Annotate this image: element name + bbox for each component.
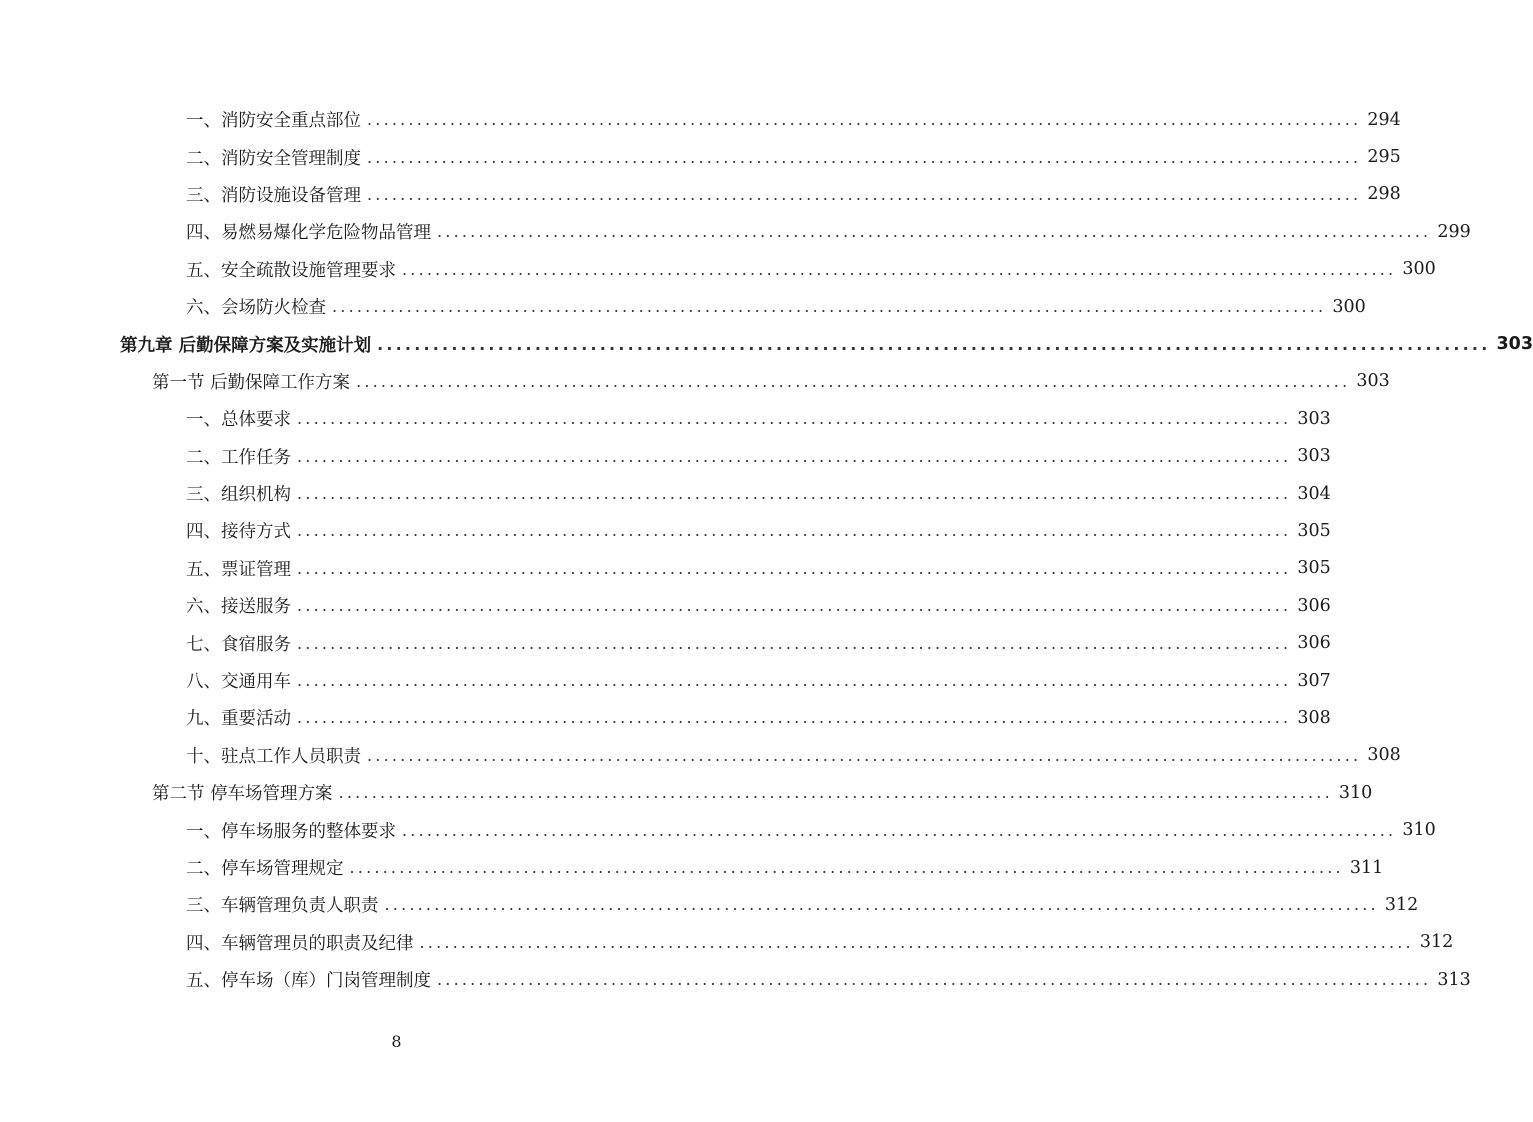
toc-entry-label: 三、组织机构 bbox=[186, 485, 291, 506]
toc-entry-label: 第一节 后勤保障工作方案 bbox=[152, 372, 351, 393]
toc-leader-dots: ........................................................................................................................ bbox=[367, 110, 1362, 130]
toc-entry-label: 三、车辆管理负责人职责 bbox=[186, 896, 379, 917]
toc-entry-page: 303 bbox=[1297, 408, 1331, 429]
toc-entry-page: 300 bbox=[1402, 259, 1436, 280]
toc-entry-section[interactable] bbox=[0, 774, 1373, 811]
toc-entry-page: 295 bbox=[1367, 147, 1401, 168]
toc-entry-page: 312 bbox=[1419, 932, 1454, 953]
toc-entry-page: 305 bbox=[1297, 520, 1331, 541]
toc-entry-label: 一、总体要求 bbox=[186, 410, 291, 431]
toc-entry-page: 312 bbox=[1384, 894, 1419, 915]
toc-leader-dots: ........................................................................................................................ bbox=[332, 297, 1327, 317]
toc-entry-item[interactable] bbox=[0, 811, 1436, 848]
toc-entry-label: 二、消防安全管理制度 bbox=[186, 148, 361, 169]
toc-entry-item[interactable] bbox=[0, 438, 1331, 475]
toc-entry-item[interactable] bbox=[0, 624, 1331, 661]
toc-leader-dots: ........................................................................................................................ bbox=[297, 409, 1292, 429]
toc-leader-dots: ........................................................................................................................ bbox=[349, 858, 1344, 877]
toc-leader-dots: ........................................................................................................................ bbox=[297, 558, 1292, 578]
toc-entry-item[interactable] bbox=[0, 849, 1384, 886]
toc-leader-dots: ........................................................................................................................ bbox=[367, 147, 1362, 167]
toc-leader-dots: ........................................................................................................................ bbox=[419, 932, 1414, 952]
page-number: 8 bbox=[391, 1032, 402, 1051]
toc-entry-item[interactable] bbox=[0, 400, 1331, 437]
toc-leader-dots: ........................................................................................................................ bbox=[297, 708, 1292, 728]
toc-entry-item[interactable] bbox=[0, 176, 1401, 213]
toc-entry-page: 299 bbox=[1437, 221, 1471, 242]
toc-entry-item[interactable] bbox=[0, 737, 1401, 774]
toc-entry-label: 五、安全疏散设施管理要求 bbox=[186, 260, 396, 281]
toc-entry-item[interactable] bbox=[0, 101, 1401, 138]
toc-entry-label: 四、易燃易爆化学危险物品管理 bbox=[186, 223, 431, 244]
toc-entry-label: 六、会场防火检查 bbox=[186, 298, 326, 319]
toc-entry-item[interactable] bbox=[0, 213, 1471, 250]
table-of-contents bbox=[0, 101, 1533, 998]
toc-leader-dots: ........................................................................................................................ bbox=[384, 895, 1379, 915]
toc-entry-page: 305 bbox=[1297, 558, 1331, 579]
toc-entry-label: 一、停车场服务的整体要求 bbox=[186, 821, 396, 842]
toc-entry-label: 八、交通用车 bbox=[186, 672, 291, 693]
toc-entry-page: 300 bbox=[1332, 296, 1366, 317]
toc-leader-dots: ........................................................................................................................ bbox=[437, 970, 1432, 990]
toc-leader-dots: ........................................................................................................................ bbox=[367, 745, 1362, 765]
toc-entry-item[interactable] bbox=[0, 886, 1419, 923]
toc-entry-page: 303 bbox=[1496, 334, 1533, 355]
toc-entry-page: 306 bbox=[1297, 595, 1331, 616]
toc-entry-item[interactable] bbox=[0, 699, 1331, 736]
toc-entry-label: 九、重要活动 bbox=[186, 709, 291, 730]
toc-entry-label: 三、消防设施设备管理 bbox=[186, 185, 361, 206]
toc-leader-dots: ........................................................................................................................ bbox=[297, 633, 1292, 653]
toc-leader-dots: ........................................................................................................................ bbox=[356, 371, 1351, 391]
toc-entry-label: 二、工作任务 bbox=[186, 447, 291, 468]
toc-entry-page: 294 bbox=[1367, 109, 1401, 130]
toc-entry-label: 五、票证管理 bbox=[186, 559, 291, 580]
toc-entry-page: 308 bbox=[1367, 745, 1401, 766]
toc-entry-label: 二、停车场管理规定 bbox=[186, 859, 344, 879]
toc-entry-page: 313 bbox=[1437, 969, 1471, 990]
toc-entry-item[interactable] bbox=[0, 251, 1436, 288]
toc-entry-page: 310 bbox=[1402, 820, 1436, 841]
toc-entry-label: 五、停车场（库）门岗管理制度 bbox=[186, 971, 431, 992]
toc-entry-label: 四、车辆管理员的职责及纪律 bbox=[186, 933, 414, 954]
toc-entry-chapter[interactable] bbox=[0, 325, 1533, 362]
toc-entry-label: 第二节 停车场管理方案 bbox=[152, 784, 333, 805]
toc-leader-dots: ........................................................................................................................ bbox=[367, 184, 1362, 204]
toc-entry-page: 306 bbox=[1297, 633, 1331, 654]
toc-entry-page: 311 bbox=[1349, 857, 1384, 878]
toc-entry-label: 一、消防安全重点部位 bbox=[186, 111, 361, 132]
toc-entry-page: 308 bbox=[1297, 707, 1331, 728]
toc-entry-section[interactable] bbox=[0, 363, 1390, 400]
toc-leader-dots: ........................................................................................................................ bbox=[297, 671, 1292, 691]
toc-entry-item[interactable] bbox=[0, 587, 1331, 624]
toc-entry-item[interactable] bbox=[0, 512, 1331, 549]
toc-entry-page: 307 bbox=[1297, 670, 1331, 691]
toc-leader-dots: ........................................................................................................................ bbox=[338, 783, 1333, 803]
toc-entry-item[interactable] bbox=[0, 138, 1401, 175]
toc-leader-dots: ........................................................................................................................ bbox=[297, 596, 1292, 616]
toc-entry-item[interactable] bbox=[0, 961, 1471, 998]
toc-entry-label: 六、接送服务 bbox=[186, 597, 291, 618]
toc-entry-item[interactable] bbox=[0, 288, 1366, 325]
toc-entry-item[interactable] bbox=[0, 662, 1331, 699]
toc-entry-item[interactable] bbox=[0, 550, 1331, 587]
toc-entry-page: 303 bbox=[1297, 446, 1331, 467]
toc-leader-dots: ........................................................................................................................ bbox=[402, 259, 1397, 279]
toc-leader-dots: ........................................................................................................................ bbox=[297, 446, 1292, 466]
toc-leader-dots: ........................................................................................................................ bbox=[297, 521, 1292, 541]
toc-entry-page: 303 bbox=[1356, 371, 1390, 392]
toc-leader-dots: ........................................................................................................................ bbox=[297, 484, 1292, 504]
toc-entry-label: 十、驻点工作人员职责 bbox=[186, 746, 361, 767]
toc-entry-item[interactable] bbox=[0, 924, 1454, 961]
toc-leader-dots: ........................................................................................................................ bbox=[437, 222, 1432, 242]
toc-entry-page: 304 bbox=[1297, 483, 1331, 504]
toc-entry-page: 298 bbox=[1367, 184, 1401, 205]
toc-leader-dots: ........................................................................................................................ bbox=[402, 820, 1397, 840]
toc-entry-item[interactable] bbox=[0, 475, 1331, 512]
toc-leader-dots: ........................................................................................................................ bbox=[377, 334, 1491, 354]
toc-entry-label: 七、食宿服务 bbox=[186, 634, 291, 655]
toc-entry-page: 310 bbox=[1338, 782, 1373, 803]
toc-entry-label: 四、接待方式 bbox=[186, 522, 291, 543]
toc-entry-label: 第九章 后勤保障方案及实施计划 bbox=[120, 335, 372, 356]
